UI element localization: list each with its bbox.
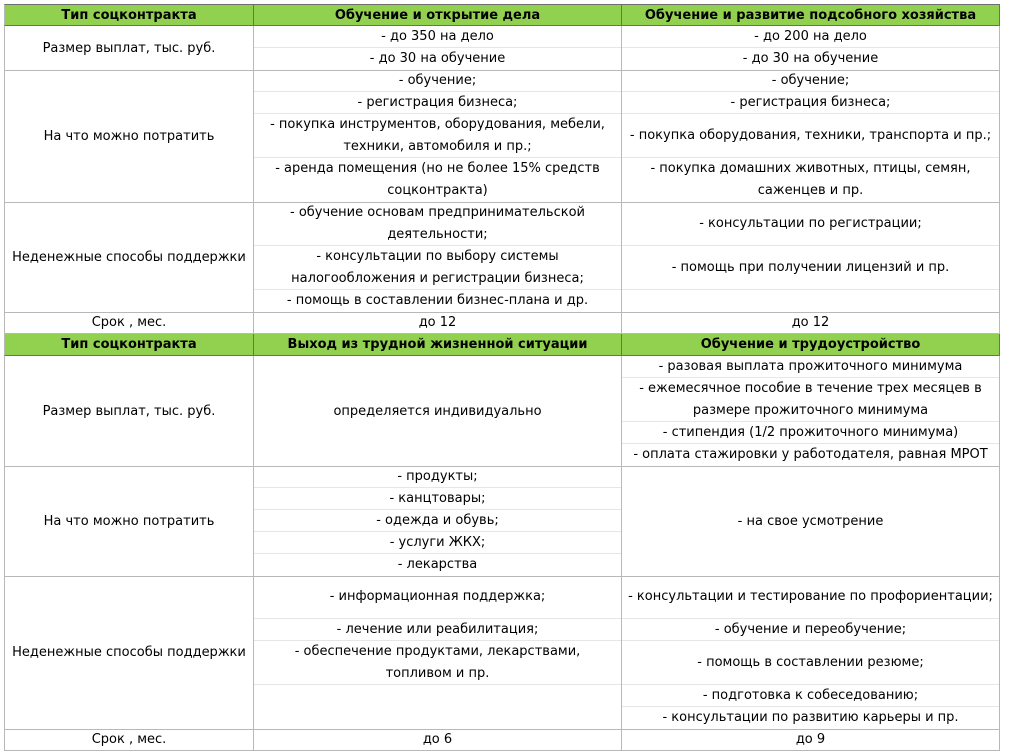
row-label-spend: На что можно потратить <box>4 466 254 577</box>
list-item: - обучение; <box>254 70 621 92</box>
list-item: - помощь в составлении бизнес-плана и др. <box>286 293 589 308</box>
list-item: - консультации по развитию карьеры и пр. <box>662 710 959 725</box>
spend-farming <box>622 70 1000 203</box>
list-item: - до 350 на дело <box>254 26 621 48</box>
row-label-spend: На что можно потратить <box>4 70 254 203</box>
list-item: - консультации по выбору системы налогообложения и регистрации бизнеса; <box>254 246 621 290</box>
term-row-2 <box>4 729 1000 751</box>
term-hardship: до 6 <box>254 729 622 751</box>
list-item: - канцтовары; <box>254 488 621 510</box>
payments-farming <box>622 26 1000 71</box>
spend-row-2 <box>4 466 1000 576</box>
support-farming <box>622 202 1000 313</box>
row-label-payments: Размер выплат, тыс. руб. <box>4 26 254 71</box>
list-item: - стипендия (1/2 прожиточного минимума) <box>622 422 999 444</box>
list-item <box>254 685 621 729</box>
list-item: - аренда помещения (но не более 15% средств соцконтракта) <box>275 161 600 198</box>
header-row-1 <box>4 4 1000 26</box>
list-item: - обучение и переобучение; <box>622 619 999 641</box>
row-label-payments: Размер выплат, тыс. руб. <box>4 356 254 467</box>
list-item: - покупка оборудования, техники, транспорта и пр.; <box>622 114 999 158</box>
list-item: - оплата стажировки у работодателя, равная МРОТ <box>633 447 988 462</box>
list-item: - одежда и обувь; <box>254 510 621 532</box>
payments-hardship: определяется индивидуально <box>254 356 622 467</box>
header-type: Тип соцконтракта <box>4 334 254 356</box>
list-item: - услуги ЖКХ; <box>254 532 621 554</box>
support-row-1 <box>4 202 1000 312</box>
list-item: - лечение или реабилитация; <box>254 619 621 641</box>
term-business: до 12 <box>254 312 622 334</box>
list-item: - консультации и тестирование по профориентации; <box>622 576 999 619</box>
list-item: - продукты; <box>254 466 621 488</box>
spend-row-1 <box>4 70 1000 202</box>
header-employment: Обучение и трудоустройство <box>622 334 1000 356</box>
header-farming: Обучение и развитие подсобного хозяйства <box>622 4 1000 26</box>
support-row-2 <box>4 576 1000 729</box>
list-item: - консультации по регистрации; <box>622 202 999 246</box>
header-business: Обучение и открытие дела <box>254 4 622 26</box>
term-farming: до 12 <box>622 312 1000 334</box>
list-item: - до 30 на обучение <box>369 51 506 66</box>
support-business <box>254 202 622 313</box>
list-item: - лекарства <box>397 557 478 572</box>
header-hardship: Выход из трудной жизненной ситуации <box>254 334 622 356</box>
list-item: - обучение; <box>622 70 999 92</box>
payments-row-1 <box>4 26 1000 70</box>
list-item: - ежемесячное пособие в течение трех месяцев в размере прожиточного минимума <box>622 378 999 422</box>
social-contract-table <box>4 4 1000 751</box>
list-item: - подготовка к собеседованию; <box>622 685 999 707</box>
term-row-1 <box>4 312 1000 334</box>
payments-row-2 <box>4 356 1000 466</box>
list-item: - информационная поддержка; <box>254 576 621 619</box>
term-employment: до 9 <box>622 729 1000 751</box>
list-item: - разовая выплата прожиточного минимума <box>622 356 999 378</box>
row-label-term: Срок , мес. <box>4 729 254 751</box>
list-item <box>622 290 999 312</box>
list-item: - помощь при получении лицензий и пр. <box>622 246 999 290</box>
row-label-support: Неденежные способы поддержки <box>4 576 254 730</box>
list-item: - покупка инструментов, оборудования, мебели, техники, автомобиля и пр.; <box>254 114 621 158</box>
list-item: - регистрация бизнеса; <box>254 92 621 114</box>
row-label-term: Срок , мес. <box>4 312 254 334</box>
support-hardship <box>254 576 622 730</box>
header-type: Тип соцконтракта <box>4 4 254 26</box>
support-employment <box>622 576 1000 730</box>
spend-employment: - на свое усмотрение <box>622 466 1000 577</box>
list-item: - обучение основам предпринимательской деятельности; <box>254 202 621 246</box>
payments-business <box>254 26 622 71</box>
list-item: - до 30 на обучение <box>742 51 879 66</box>
list-item: - обеспечение продуктами, лекарствами, топливом и пр. <box>254 641 621 685</box>
list-item: - до 200 на дело <box>622 26 999 48</box>
payments-employment <box>622 356 1000 467</box>
list-item: - покупка домашних животных, птицы, семян, саженцев и пр. <box>650 161 971 198</box>
list-item: - помощь в составлении резюме; <box>622 641 999 685</box>
spend-business <box>254 70 622 203</box>
row-label-support: Неденежные способы поддержки <box>4 202 254 313</box>
list-item: - регистрация бизнеса; <box>622 92 999 114</box>
header-row-2 <box>4 334 1000 356</box>
spend-hardship <box>254 466 622 577</box>
